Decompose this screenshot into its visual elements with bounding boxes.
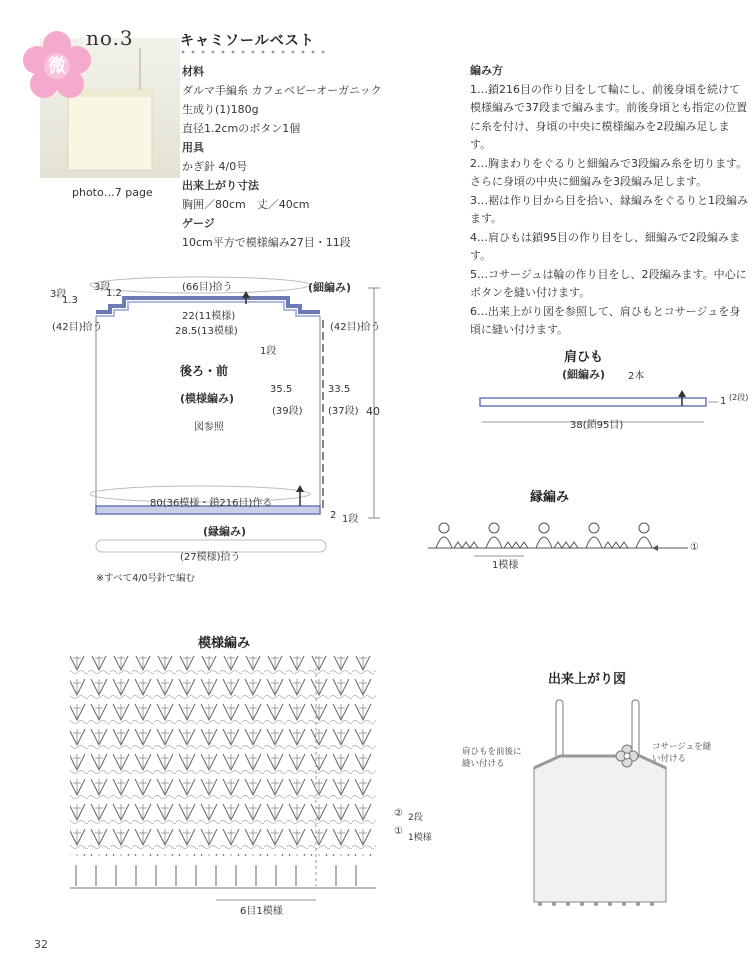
instruction-step: 6…出来上がり図を参照して、肩ひもとコサージュを身頃に縫い付けます。 [470,304,741,336]
instruction-step: 3…裾は作り目から目を拾い、縁編みをぐるりと1段編みます。 [470,193,748,225]
stitch-chart-title: 模様編み [198,636,251,651]
gauge-text: 10cm平方で模様編み27目・11段 [182,236,351,249]
flower-mark-text: 微 [48,56,66,77]
strap-rows: (2段) [729,393,749,402]
label-3dan-b: 3段 [94,282,111,293]
finished-title: 出来上がり図 [548,672,627,687]
strap-width: 1 [720,396,727,407]
instructions-section [470,62,750,340]
materials-section [182,62,442,252]
label-pattern: (模様編み) [180,392,235,405]
instructions-heading: 編み方 [470,64,503,77]
label-22: 22(11模様) [182,311,236,322]
label-3dan: 3段 [50,289,67,300]
label-2: 2 [330,510,337,521]
label-37dan: (37段) [328,406,359,417]
page-title: キャミソールベスト [180,33,315,49]
chart-row1-marker: ① [394,826,403,837]
label-edging: (縁編み) [203,525,247,538]
pattern-number: no.3 [86,26,134,50]
edging-title: 縁編み [530,490,570,505]
label-back-front: 後ろ・前 [180,364,229,378]
edging-repeat-label: 1模様 [492,560,519,571]
finished-diagram [520,696,680,911]
photo-caption: photo…7 page [72,186,153,199]
strap-count: 2本 [628,371,645,382]
label-66-pick: (66目)拾う [182,282,233,293]
instruction-step: 4…肩ひもは鎖95目の作り目をし、細編みで2段編みます。 [470,230,740,262]
edging-row-label: ① [690,542,699,553]
label-1dan: 1段 [260,346,277,357]
stitch-chart [66,650,396,910]
strap-subtitle: (細編み) [562,368,606,381]
label-1-3: 1.3 [62,295,78,306]
label-saihoami: (細編み) [308,281,352,294]
label-80: 80(36模様・鎖216目)作る [150,498,273,509]
chart-repeat-label: 6目1模様 [240,906,283,917]
page-number: 32 [34,938,48,951]
instruction-step: 5…コサージュは輪の作り目をし、2段編みます。中心にボタンを縫い付けます。 [470,267,747,299]
strap-title: 肩ひも [564,350,604,365]
yarn-text: ダルマ手編糸 カフェベビーオーガニック [182,84,382,97]
label-39dan: (39段) [272,406,303,417]
label-40: 40 [366,405,380,418]
label-1-2: 1.2 [106,288,122,299]
hook-note: ※すべて4/0号針で編む [96,573,196,584]
label-see-chart: 図参照 [194,422,224,433]
label-33-5: 33.5 [328,384,351,395]
strap-length: 38(鎖95目) [570,420,624,431]
label-28-5: 28.5(13模様) [175,326,238,337]
tools-heading: 用具 [182,141,204,154]
edging-chart [424,512,714,572]
chart-2dan-label: 2段 [408,813,423,823]
label-1dan-b: 1段 [342,514,359,525]
label-42-right: (42目)拾う [330,322,381,333]
button-text: 直径1.2cmのボタン1個 [182,122,301,135]
chart-1moyo-label: 1模様 [408,833,432,843]
color-amount-text: 生成り(1)180g [182,103,259,116]
size-heading: 出来上がり寸法 [182,179,259,192]
finished-corsage-note: コサージュを縫い付ける [652,742,712,764]
size-text: 胸囲／80cm 丈／40cm [182,198,310,211]
materials-heading: 材料 [182,65,204,78]
label-42-left: (42目)拾う [52,322,103,333]
title-underline-dots [180,49,330,55]
instruction-step: 2…胸まわりをぐるりと細編みで3段編み糸を切ります。さらに身頃の中央に細編みを3段編み足します。 [470,156,748,188]
label-27: (27模様)拾う [180,552,241,563]
chart-row2-marker: ② [394,808,403,819]
instruction-step: 1…鎖216目の作り目をして輪にし、前後身頃を続けて模様編みで37段まで編みます。前後身頃とも指定の位置に糸を付け、身頃の中央に模様編みを2段編み足します。 [470,82,748,151]
gauge-heading: ゲージ [182,217,215,230]
finished-strap-note: 肩ひもを前後に縫い付ける [462,747,522,769]
hook-text: かぎ針 4/0号 [182,160,248,173]
label-35-5: 35.5 [270,384,293,395]
